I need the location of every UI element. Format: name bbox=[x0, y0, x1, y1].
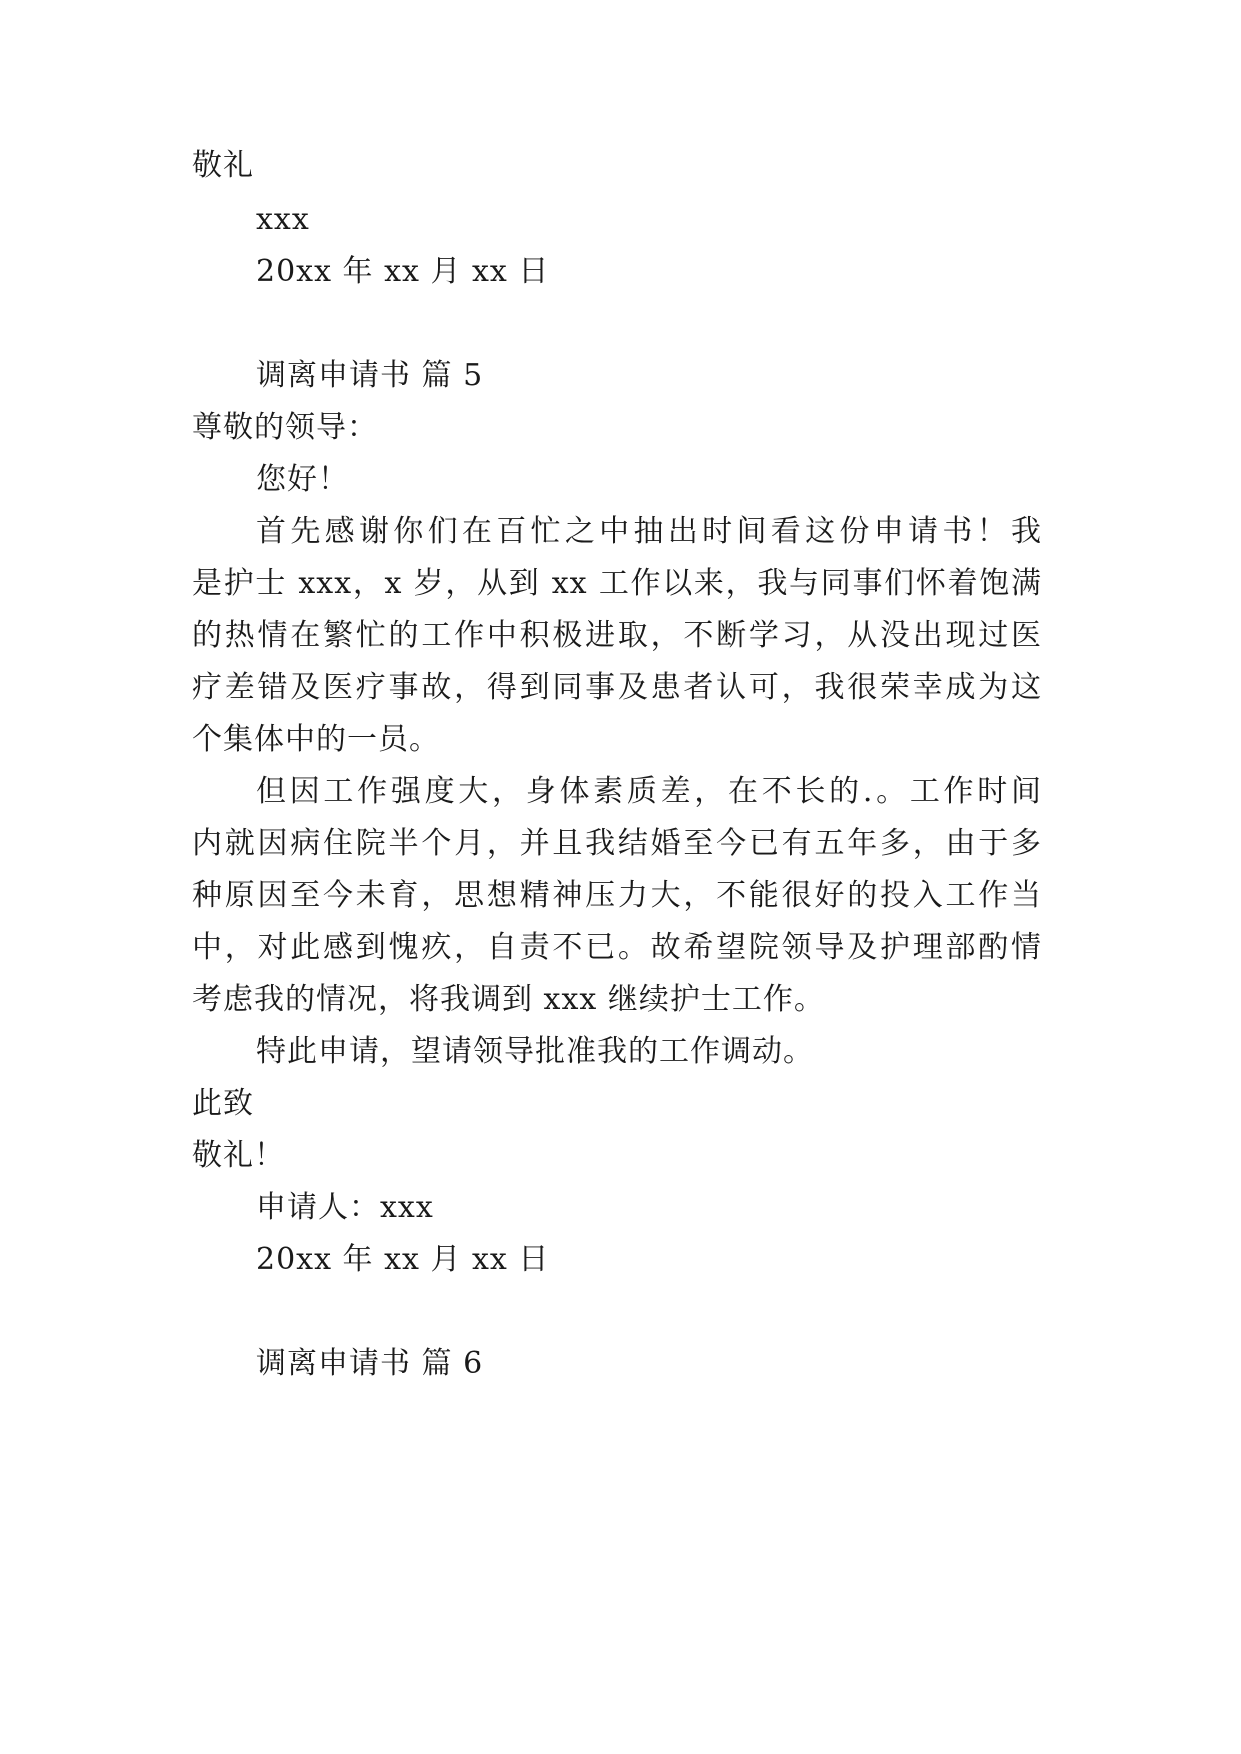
paragraph-line: 种原因至今未育，思想精神压力大，不能很好的投入工作当 bbox=[192, 878, 1042, 913]
paragraph-line: 中，对此感到愧疚，自责不已。故希望院领导及护理部酌情 bbox=[192, 930, 1042, 965]
request-statement: 特此申请，望请领导批准我的工作调动。 bbox=[256, 1034, 814, 1069]
letter-date: 20xx 年 xx 月 xx 日 bbox=[256, 254, 550, 289]
closing-salute: 敬礼 bbox=[192, 148, 254, 183]
applicant-line: 申请人：xxx bbox=[256, 1190, 434, 1225]
greeting-line: 您好！ bbox=[256, 462, 349, 497]
letter-date: 20xx 年 xx 月 xx 日 bbox=[256, 1242, 550, 1277]
paragraph-line: 个集体中的一员。 bbox=[192, 722, 440, 757]
paragraph-line: 但因工作强度大，身体素质差，在不长的.。工作时间 bbox=[256, 774, 1042, 809]
paragraph-line: 首先感谢你们在百忙之中抽出时间看这份申请书！我 bbox=[256, 514, 1042, 549]
section-heading: 调离申请书 篇 6 bbox=[256, 1346, 484, 1381]
paragraph-line: 内就因病住院半个月，并且我结婚至今已有五年多，由于多 bbox=[192, 826, 1042, 861]
closing-line-1: 此致 bbox=[192, 1086, 254, 1121]
section-heading: 调离申请书 篇 5 bbox=[256, 358, 484, 393]
paragraph-line: 考虑我的情况，将我调到 xxx 继续护士工作。 bbox=[192, 982, 825, 1017]
closing-line-2: 敬礼！ bbox=[192, 1138, 285, 1173]
recipient-line: 尊敬的领导： bbox=[192, 410, 378, 445]
paragraph-line: 是护士 xxx，x 岁，从到 xx 工作以来，我与同事们怀着饱满 bbox=[192, 566, 1042, 601]
paragraph-line: 的热情在繁忙的工作中积极进取，不断学习，从没出现过医 bbox=[192, 618, 1042, 653]
signer-name: xxx bbox=[256, 202, 310, 237]
paragraph-line: 疗差错及医疗事故，得到同事及患者认可，我很荣幸成为这 bbox=[192, 670, 1042, 705]
